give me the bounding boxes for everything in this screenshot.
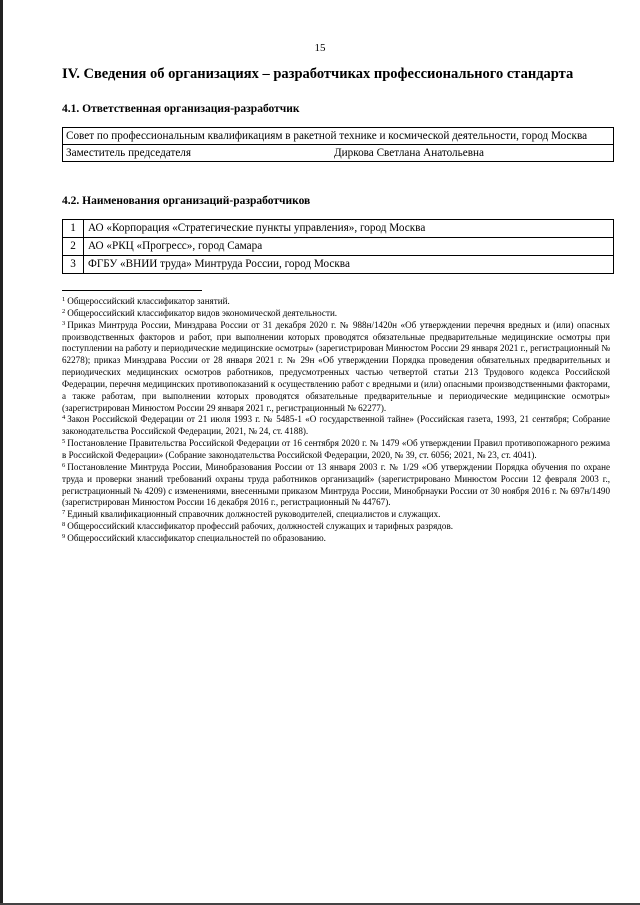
footnote-mark: 9	[62, 532, 66, 540]
footnote-text: Единый квалификационный справочник должностей руководителей, специалистов и служащих.	[67, 509, 441, 520]
footnote	[62, 296, 610, 308]
responsible-org-name: Совет по профессиональным квалификациям в ракетной технике и космической деятельности, город Москва	[63, 128, 614, 145]
footnote-text: Общероссийский классификатор видов экономической деятельности.	[67, 307, 338, 318]
row-number: 3	[63, 256, 84, 274]
footnote-text: Закон Российской Федерации от 21 июля 1993 г. № 5485-1 «О государственной тайне» (Российская газета, 1993, 21 сентября; Собрание законодательства Российской Федерации, 2021, № 24, ст. 4188).	[62, 414, 610, 437]
footnote-mark: 4	[62, 414, 66, 422]
row-number: 2	[63, 238, 84, 256]
footnote	[62, 533, 610, 545]
scan-left-edge	[0, 0, 3, 905]
footnote-separator	[62, 290, 202, 291]
table-row	[63, 220, 614, 238]
section-title: IV. Сведения об организациях – разработчиках профессионального стандарта	[62, 66, 574, 82]
footnote-text: Приказ Минтруда России, Минздрава России от 31 декабря 2020 г. № 988н/1420н «Об утверждении перечня вредных и (или) опасных производственных факторов и работ, при выполнении которых проводятся обязательные предварительные медицинские осмотры при поступлении на работу и периодические медицинские осмотры» (зарегистрирован Минюстом России 29 января 2021 г., регистрационный № 62278); приказ Минздрава России от 28 января 2021 г. № 29н «Об утверждении Порядка проведения обязательных предварительных и периодических медицинских осмотров работников, предусмотренных частью четвертой статьи 213 Трудового кодекса Российской Федерации, перечня медицинских противопоказаний к осуществлению работ с вредными и (или) опасными производственными факторами, а также работам, при выполнении которых проводятся обязательные предварительные и периодические медицинские осмотры» (зарегистрирован Минюстом России 29 января 2021 г., регистрационный № 62277).	[62, 319, 610, 413]
footnote	[62, 509, 610, 521]
responsible-org-heading: 4.1. Ответственная организация-разработчик	[62, 103, 300, 115]
page-number: 15	[314, 42, 326, 54]
responsible-position: Заместитель председателя	[63, 145, 332, 162]
developer-orgs-heading: 4.2. Наименования организаций-разработчиков	[62, 195, 311, 207]
footnote	[62, 462, 610, 509]
footnote-mark: 8	[62, 521, 66, 529]
footnote-mark: 6	[62, 461, 66, 469]
table-row	[63, 256, 614, 274]
footnote	[62, 521, 610, 533]
footnote-text: Общероссийский классификатор специальностей по образованию.	[67, 532, 326, 543]
footnote	[62, 308, 610, 320]
footnote	[62, 414, 610, 438]
footnotes	[62, 296, 610, 545]
footnote-mark: 1	[62, 296, 66, 303]
developer-org-name: АО «РКЦ «Прогресс», город Самара	[84, 238, 614, 256]
footnote-text: Общероссийский классификатор занятий.	[67, 296, 230, 306]
developer-orgs-table	[62, 219, 614, 274]
footnote	[62, 320, 610, 415]
footnote-text: Постановление Правительства Российской Федерации от 16 сентября 2020 г. № 1479 «Об утверждении Правил противопожарного режима в Российской Федерации» (Собрание законодательства Российской Федерации, 2020, № 39, ст. 6056; 2021, № 23, ст. 4041).	[62, 438, 610, 460]
developer-org-name: ФГБУ «ВНИИ труда» Минтруда России, город Москва	[84, 256, 614, 274]
footnote-mark: 5	[62, 438, 66, 446]
table-row	[63, 238, 614, 256]
footnote-text: Постановление Минтруда России, Минобразования России от 13 января 2003 г. № 1/29 «Об утверждении Порядка обучения по охране труда и проверки знаний требований охраны труда работников организаций» (зарегистрировано Минюстом России 12 февраля 2003 г., регистрационный № 4209) с изменениями, внесенными приказом Минтруда России, Минобрнауки России от 30 ноября 2016 г. № 697н/1490 (зарегистрирован Минюстом России 16 декабря 2016 г., регистрационный № 44767).	[62, 461, 610, 508]
responsible-person: Диркова Светлана Анатольевна	[331, 145, 614, 162]
footnote	[62, 438, 610, 462]
footnote-mark: 7	[62, 509, 66, 517]
footnote-mark: 2	[62, 307, 66, 315]
developer-org-name: АО «Корпорация «Стратегические пункты управления», город Москва	[84, 220, 614, 238]
responsible-org-table	[62, 127, 614, 162]
row-number: 1	[63, 220, 84, 238]
footnote-mark: 3	[62, 319, 66, 327]
footnote-text: Общероссийский классификатор профессий рабочих, должностей служащих и тарифных разрядов.	[67, 521, 454, 532]
